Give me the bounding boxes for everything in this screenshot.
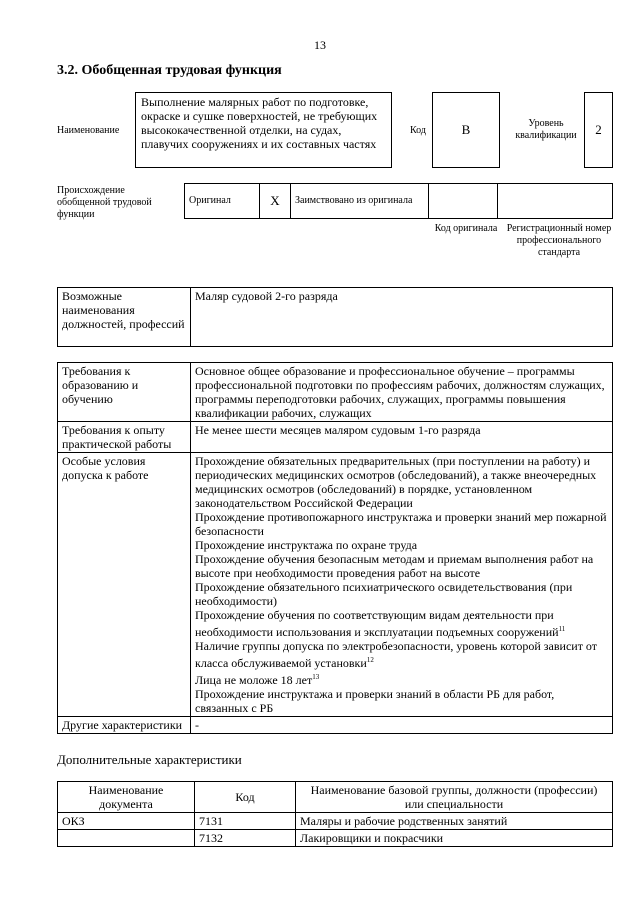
requirement-line: Прохождение обучения безопасным методам и приемам выполнения работ на высоте при необходимости проведения работ на высоте <box>195 552 594 580</box>
requirement-line: Прохождение инструктажа по охране труда <box>195 538 418 552</box>
footnote-ref: 11 <box>558 625 566 633</box>
requirement-line: - <box>195 718 199 732</box>
requirement-line: Прохождение инструктажа и проверки знаний в области РБ для работ, связанных с РБ <box>195 687 555 715</box>
requirement-label: Другие характеристики <box>58 717 191 734</box>
additional-name-cell: Лакировщики и покрасчики <box>296 830 613 847</box>
section-title: 3.2. Обобщенная трудовая функция <box>57 63 282 78</box>
footnote-ref: 12 <box>366 656 374 664</box>
additional-title: Дополнительные характеристики <box>57 752 242 767</box>
requirement-value <box>191 717 613 734</box>
add-header-doc: Наименование документа <box>58 782 195 813</box>
requirement-line: Прохождение обязательных предварительных (при поступлении на работу) и периодических медицинских осмотров (обследований), а также внеочередных медицинских осмотров (обследований) в порядке, установленном законодательством Российской Федерации <box>195 454 597 510</box>
origin-label: Происхождение обобщенной трудовой функции <box>57 185 152 220</box>
additional-doc-cell: ОКЗ <box>58 813 195 830</box>
additional-table <box>57 781 613 847</box>
requirement-row <box>58 717 613 734</box>
requirement-label: Требования к образованию и обучению <box>58 363 191 422</box>
additional-row <box>58 813 613 830</box>
requirement-line: Наличие группы допуска по электробезопасности, уровень которой зависит от класса обслуживаемой установки$^{12}$ <box>195 639 598 670</box>
requirement-row <box>58 422 613 453</box>
requirement-line: Основное общее образование и профессиональное обучение – программы профессиональной подготовки по профессиям рабочих, должностям служащих, программы переподготовки рабочих, служащих, программы повышения квалификации рабочих, служащих <box>195 364 605 420</box>
requirement-row <box>58 363 613 422</box>
positions-table <box>57 287 613 347</box>
level-label: Уровень квалификации <box>515 118 577 141</box>
requirement-value <box>191 453 613 717</box>
borrowed-label: Заимствовано из оригинала <box>291 184 429 219</box>
positions-label: Возможные наименования должностей, профессий <box>58 288 191 347</box>
add-header-code: Код <box>195 782 296 813</box>
original-mark: X <box>260 184 291 219</box>
reg-number-label: Регистрационный номер профессионального стандарта <box>506 223 612 258</box>
requirement-line: Прохождение обязательного психиатрического освидетельствования (при необходимости) <box>195 580 573 608</box>
code-original-cell <box>429 184 498 219</box>
requirement-value <box>191 422 613 453</box>
code-value: B <box>432 92 500 168</box>
function-name: Выполнение малярных работ по подготовке, окраске и сушке поверхностей, не требующих высококачественной отделки, на судах, плавучих сооружениях и их составных частях <box>135 92 392 168</box>
requirement-row <box>58 453 613 717</box>
add-header-name: Наименование базовой группы, должности (профессии) или специальности <box>296 782 613 813</box>
code-original-label: Код оригинала <box>434 223 498 234</box>
additional-row <box>58 830 613 847</box>
requirement-line: Лица не моложе 18 лет$^{13}$ <box>195 673 320 687</box>
additional-doc-cell <box>58 830 195 847</box>
requirements-table <box>57 362 613 734</box>
requirement-line: Не менее шести месяцев маляром судовым 1-го разряда <box>195 423 481 437</box>
additional-code-cell: 7132 <box>195 830 296 847</box>
positions-value: Маляр судовой 2-го разряда <box>191 288 613 347</box>
code-label: Код <box>410 125 426 136</box>
additional-code-cell: 7131 <box>195 813 296 830</box>
requirement-label: Требования к опыту практической работы <box>58 422 191 453</box>
reg-number-cell <box>498 184 613 219</box>
requirement-line: Прохождение обучения по соответствующим видам деятельности при необходимости использования и эксплуатации подъемных сооружений$^{11}$ <box>195 608 566 639</box>
original-label: Оригинал <box>185 184 260 219</box>
additional-name-cell: Маляры и рабочие родственных занятий <box>296 813 613 830</box>
page-number: 13 <box>314 38 326 52</box>
level-value: 2 <box>584 92 613 168</box>
requirement-label: Особые условия допуска к работе <box>58 453 191 717</box>
requirement-line: Прохождение противопожарного инструктажа и проверки знаний мер пожарной безопасности <box>195 510 607 538</box>
origin-table <box>184 183 613 219</box>
requirement-value <box>191 363 613 422</box>
footnote-ref: 13 <box>312 673 320 681</box>
name-label: Наименование <box>57 125 120 136</box>
